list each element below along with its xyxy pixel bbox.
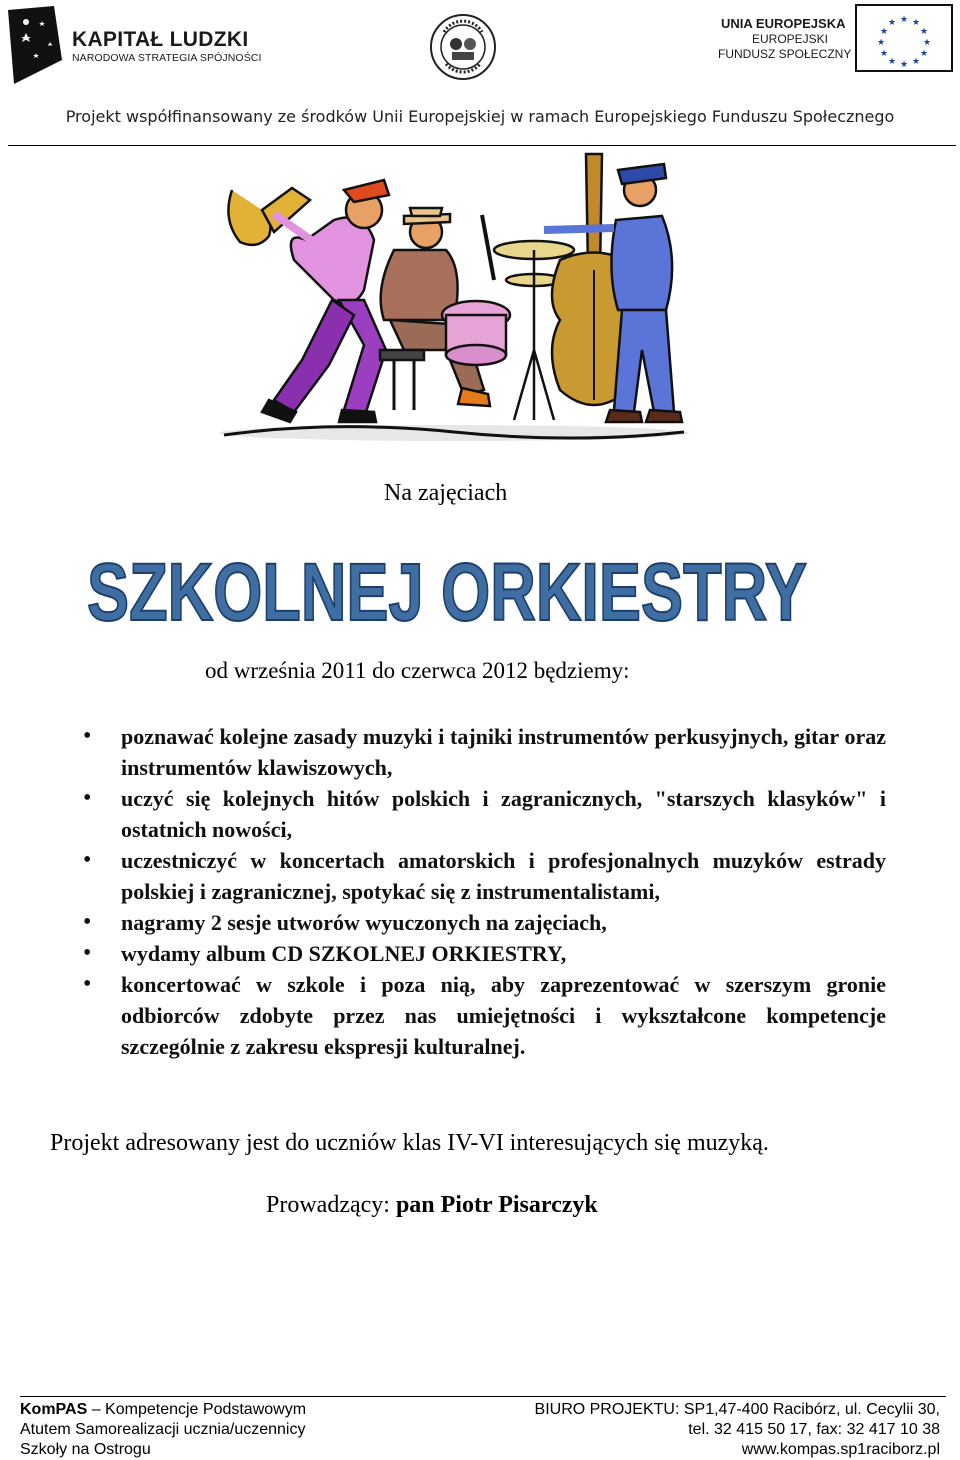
svg-text:★: ★ [919, 26, 929, 36]
footer-phone-fax: tel. 32 415 50 17, fax: 32 417 10 38 [688, 1421, 940, 1438]
list-item: • poznawać kolejne zasady muzyki i tajniki instrumentów perkusyjnych, gitar oraz instrumentów klawiszowych, [83, 721, 886, 783]
target-audience-text: Projekt adresowany jest do uczniów klas IV-VI interesujących się muzyką. [50, 1130, 769, 1156]
svg-text:★: ★ [922, 37, 932, 47]
header-divider [8, 145, 956, 146]
svg-text:★: ★ [919, 48, 929, 58]
cofinancing-statement: Projekt współfinansowany ze środków Unii Europejskiej w ramach Europejskiego Funduszu Społecznego [65, 107, 895, 126]
footer-left-line-1: KomPAS – Kompetencje Podstawowym [20, 1401, 307, 1418]
list-item: • uczestniczyć w koncertach amatorskich i profesjonalnych muzyków estrady polskiej i zagranicznej, spotykać się z instrumentalistami, [83, 845, 886, 907]
svg-text:★: ★ [887, 17, 897, 27]
footer-divider [20, 1396, 946, 1397]
orchestra-title [80, 532, 820, 638]
svg-text:SZKOLNEJ ORKIESTRY: SZKOLNEJ ORKIESTRY [87, 547, 807, 638]
footer-office-address: BIURO PROJEKTU: SP1,47-400 Racibórz, ul. Cecylii 30, [534, 1401, 940, 1418]
kapital-ludzki-title: KAPITAŁ LUDZKI [72, 28, 249, 51]
svg-text:★: ★ [911, 17, 921, 27]
school-seal-icon [428, 12, 498, 82]
page-header [0, 0, 960, 150]
svg-text:★: ★ [899, 59, 909, 69]
footer-project-name: KomPAS [20, 1401, 88, 1418]
jazz-band-illustration [214, 150, 694, 445]
leader-line [266, 1192, 598, 1219]
list-item: • koncertować w szkole i poza nią, aby zaprezentować w szerszym gronie odbiorców zdobyte przez nas umiejętności i wykształcone kompetencje szczególnie z zakresu ekspresji kulturalnej. [83, 969, 886, 1062]
list-item: • nagramy 2 sesje utworów wyuczonych na zajęciach, [83, 907, 886, 938]
footer-left-line-2: Atutem Samorealizacji ucznia/uczennicy [20, 1421, 306, 1438]
eu-line-2: EUROPEJSKI [752, 32, 829, 46]
svg-text:★: ★ [887, 56, 897, 66]
schedule-text: od września 2011 do czerwca 2012 będziemy: [205, 658, 630, 683]
eu-line-1: UNIA EUROPEJSKA [721, 16, 846, 31]
svg-text:★: ★ [899, 14, 909, 24]
eu-line-3: FUNDUSZ SPOŁECZNY [718, 47, 852, 61]
svg-text:★: ★ [879, 48, 889, 58]
leader-name: pan Piotr Pisarczyk [395, 1192, 598, 1218]
drummer-figure [380, 208, 510, 410]
footer-website-link[interactable]: www.kompas.sp1raciborz.pl [741, 1441, 940, 1458]
list-item: • wydamy album CD SZKOLNEJ ORKIESTRY, [83, 938, 886, 969]
footer-left-line-3: Szkoły na Ostrogu [20, 1441, 151, 1458]
svg-text:★: ★ [876, 37, 886, 47]
eu-flag-icon [855, 4, 953, 72]
kapital-ludzki-logo-icon [4, 4, 66, 86]
kapital-ludzki-subtitle: NARODOWA STRATEGIA SPÓJNOŚCI [72, 52, 262, 64]
list-item: • uczyć się kolejnych hitów polskich i zagranicznych, "starszych klasyków" i ostatnich nowości, [83, 783, 886, 845]
saxophone-player-figure [228, 180, 389, 422]
svg-text:★: ★ [879, 26, 889, 36]
intro-text: Na zajęciach [384, 480, 508, 506]
double-bass-player-figure [544, 154, 682, 422]
svg-text:★: ★ [911, 56, 921, 66]
leader-label: Prowadzący: [266, 1192, 390, 1218]
activities-list [83, 721, 886, 1062]
